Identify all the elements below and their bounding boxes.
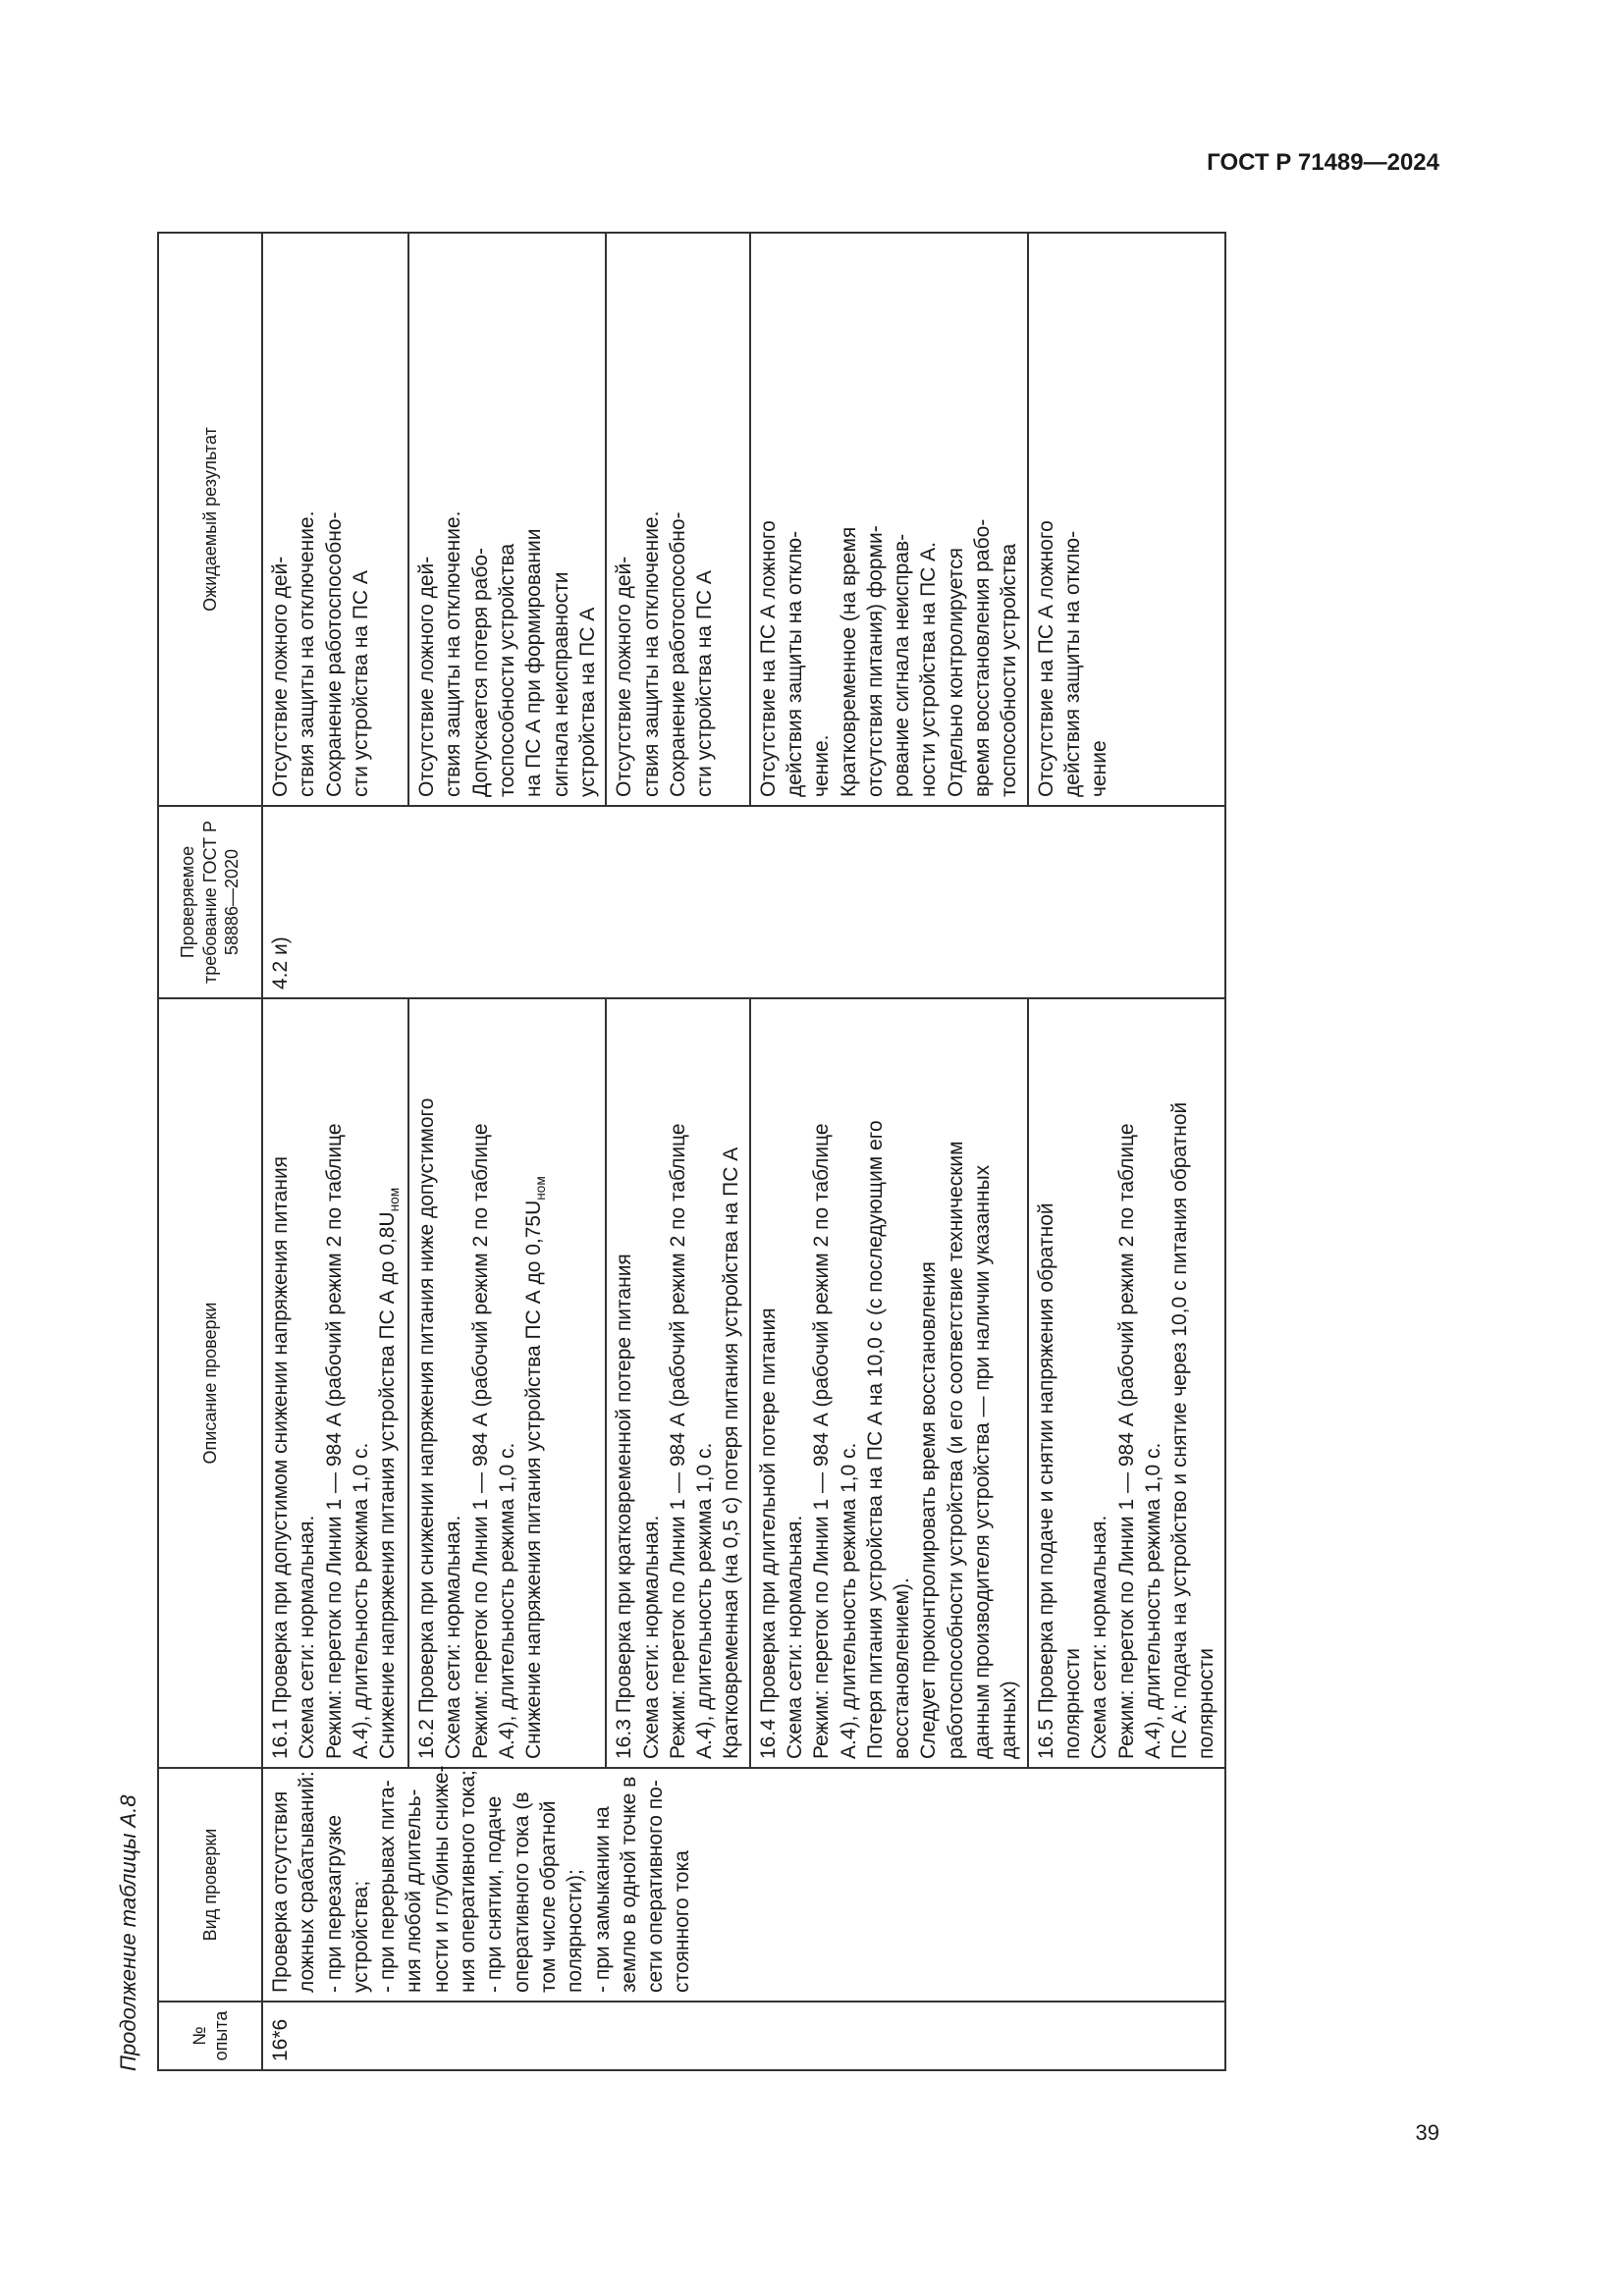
desc-line: А.4), длительность режима 1,0 с. bbox=[837, 1442, 860, 1759]
desc-line: 16.4 Проверка при длительной потере питания bbox=[756, 1308, 780, 1759]
res-line: сти устройства на ПС А bbox=[693, 570, 717, 797]
kind-line: стоянного тока bbox=[671, 1850, 694, 1993]
desc-text: Снижение напряжения питания устройства ПС А до 0,75U bbox=[522, 1200, 546, 1759]
desc-line: 16.5 Проверка при подаче и снятии напряжения обратной bbox=[1034, 1202, 1057, 1759]
expected-result bbox=[750, 233, 1028, 806]
kind-line: ния любой длительь- bbox=[403, 1789, 426, 1993]
res-line: Отсутствие ложного дей- bbox=[613, 556, 636, 797]
page-number: 39 bbox=[1415, 2120, 1439, 2145]
document-code: ГОСТ Р 71489—2024 bbox=[1207, 149, 1439, 176]
test-description bbox=[408, 998, 606, 1768]
desc-line: данным производителя устройства — при наличии указанных bbox=[971, 1164, 995, 1759]
res-line: Сохранение работоспособно- bbox=[322, 511, 346, 797]
res-line: ствия защиты на отключение. bbox=[639, 510, 663, 797]
header-requirement: Проверяемое требование ГОСТ Р 58886—2020 bbox=[158, 806, 262, 998]
res-line: Отсутствие ложного дей- bbox=[269, 556, 292, 797]
res-line: ствия защиты на отключение. bbox=[296, 510, 319, 797]
res-line: Отсутствие на ПС А ложного bbox=[756, 520, 780, 797]
rotated-table-area bbox=[116, 226, 1392, 2071]
res-line: ствия защиты на отключение. bbox=[442, 510, 465, 797]
kind-line: ности и глубины сниже- bbox=[429, 1765, 453, 1993]
subscript-nom: ном bbox=[533, 1176, 549, 1201]
desc-line: А.4), длительность режима 1,0 с. bbox=[1141, 1442, 1164, 1759]
desc-line: Кратковременная (на 0,5 с) потеря питания устройства на ПС А bbox=[720, 1147, 743, 1759]
kind-line: - при снятии, подаче bbox=[483, 1795, 507, 1993]
res-line: Допускается потеря рабо- bbox=[468, 547, 492, 797]
desc-line: полярности bbox=[1195, 1647, 1218, 1759]
desc-line bbox=[374, 1007, 404, 1759]
res-line: Отсутствие ложного дей- bbox=[415, 556, 439, 797]
res-line: тоспособности устройства bbox=[496, 543, 519, 797]
res-line: время восстановления рабо- bbox=[971, 518, 995, 797]
desc-line: А.4), длительность режима 1,0 с. bbox=[496, 1442, 519, 1759]
desc-line: восстановлением). bbox=[891, 1577, 914, 1759]
header-kind: Вид проверки bbox=[158, 1768, 262, 2002]
desc-line: Режим: переток по Линии 1 — 984 А (рабочий режим 2 по таблице bbox=[810, 1123, 834, 1759]
expected-result bbox=[1028, 233, 1225, 806]
header-num: № опыта bbox=[158, 2002, 262, 2070]
kind-line: ложных срабатываний: bbox=[296, 1771, 319, 1993]
res-line: ности устройства на ПС А. bbox=[917, 541, 941, 797]
test-kind-cell bbox=[262, 1765, 1225, 2002]
kind-line: - при перезагрузке bbox=[322, 1814, 346, 1993]
desc-line: работоспособности устройства (и его соответствие техническим bbox=[944, 1141, 967, 1759]
desc-line: Схема сети: нормальная. bbox=[442, 1515, 465, 1759]
table-row bbox=[262, 233, 408, 2070]
desc-line: Схема сети: нормальная. bbox=[783, 1515, 806, 1759]
subscript-nom: ном bbox=[387, 1187, 403, 1212]
kind-line: том числе обратной bbox=[536, 1800, 560, 1993]
test-description bbox=[750, 998, 1028, 1768]
res-line: сигнала неисправности bbox=[549, 571, 572, 797]
desc-line bbox=[520, 1007, 550, 1759]
res-line: чение. bbox=[810, 734, 834, 797]
res-line: сти устройства на ПС А bbox=[349, 570, 372, 797]
desc-line: Режим: переток по Линии 1 — 984 А (рабочий режим 2 по таблице bbox=[322, 1123, 346, 1759]
res-line: рование сигнала неисправ- bbox=[891, 533, 914, 797]
header-result: Ожидаемый результат bbox=[158, 233, 262, 806]
kind-line: сети оперативного по- bbox=[644, 1780, 668, 1993]
kind-line: полярности); bbox=[564, 1869, 587, 1993]
expected-result bbox=[408, 233, 606, 806]
kind-line: ния оперативного тока; bbox=[457, 1770, 480, 1993]
desc-line: Схема сети: нормальная. bbox=[296, 1515, 319, 1759]
kind-line: оперативного тока (в bbox=[510, 1791, 533, 1993]
desc-line: Потеря питания устройства на ПС А на 10,0 с (с последующим его bbox=[863, 1120, 887, 1759]
res-line: устройства на ПС А bbox=[575, 607, 599, 797]
res-line: Отсутствие на ПС А ложного bbox=[1034, 520, 1057, 797]
desc-line: Схема сети: нормальная. bbox=[639, 1515, 663, 1759]
kind-line: - при замыкании на bbox=[590, 1806, 614, 1993]
desc-line: 16.1 Проверка при допустимом снижении напряжения питания bbox=[269, 1155, 292, 1759]
desc-line: данных) bbox=[998, 1681, 1021, 1759]
res-line: Кратковременное (на время bbox=[837, 526, 860, 797]
res-line: тоспособности устройства bbox=[998, 543, 1021, 797]
requirement-cell: 4.2 и) bbox=[262, 806, 1225, 998]
kind-line: Проверка отсутствия bbox=[269, 1790, 292, 1993]
desc-line: 16.2 Проверка при снижении напряжения питания ниже допустимого bbox=[415, 1097, 439, 1759]
kind-line: - при перерывах пита- bbox=[376, 1780, 400, 1993]
expected-result bbox=[262, 233, 408, 806]
test-number: 16*6 bbox=[262, 2002, 1225, 2070]
desc-line: полярности bbox=[1060, 1647, 1084, 1759]
desc-line: Режим: переток по Линии 1 — 984 А (рабочий режим 2 по таблице bbox=[666, 1123, 689, 1759]
expected-result bbox=[606, 233, 749, 806]
desc-line: 16.3 Проверка при кратковременной потере питания bbox=[613, 1254, 636, 1759]
table-header-row bbox=[158, 233, 262, 2070]
desc-line: А.4), длительность режима 1,0 с. bbox=[349, 1442, 372, 1759]
desc-line: Следует проконтролировать время восстановления bbox=[917, 1261, 941, 1759]
desc-line: Режим: переток по Линии 1 — 984 А (рабочий режим 2 по таблице bbox=[1114, 1123, 1138, 1759]
test-description bbox=[606, 998, 749, 1768]
res-line: отсутствия питания) форми- bbox=[863, 525, 887, 797]
desc-text: Снижение напряжения питания устройства ПС А до 0,8U bbox=[376, 1211, 400, 1759]
desc-line: Режим: переток по Линии 1 — 984 А (рабочий режим 2 по таблице bbox=[468, 1123, 492, 1759]
kind-line: землю в одной точке в bbox=[617, 1776, 640, 1993]
header-desc: Описание проверки bbox=[158, 998, 262, 1768]
desc-line: Схема сети: нормальная. bbox=[1088, 1515, 1111, 1759]
res-line: действия защиты на отклю- bbox=[783, 530, 806, 797]
res-line: чение bbox=[1088, 740, 1111, 797]
test-table bbox=[157, 232, 1226, 2071]
kind-line: устройства; bbox=[349, 1880, 372, 1993]
desc-line: ПС А: подача на устройство и снятие через 10,0 с питания обратной bbox=[1168, 1101, 1192, 1759]
res-line: Отдельно контролируется bbox=[944, 548, 967, 797]
desc-line: А.4), длительность режима 1,0 с. bbox=[693, 1442, 717, 1759]
res-line: на ПС А при формировании bbox=[522, 528, 546, 797]
res-line: действия защиты на отклю- bbox=[1060, 530, 1084, 797]
res-line: Сохранение работоспособно- bbox=[666, 511, 689, 797]
test-description bbox=[1028, 998, 1225, 1768]
table-caption: Продолжение таблицы А.8 bbox=[116, 1794, 140, 2071]
test-description bbox=[262, 998, 408, 1768]
